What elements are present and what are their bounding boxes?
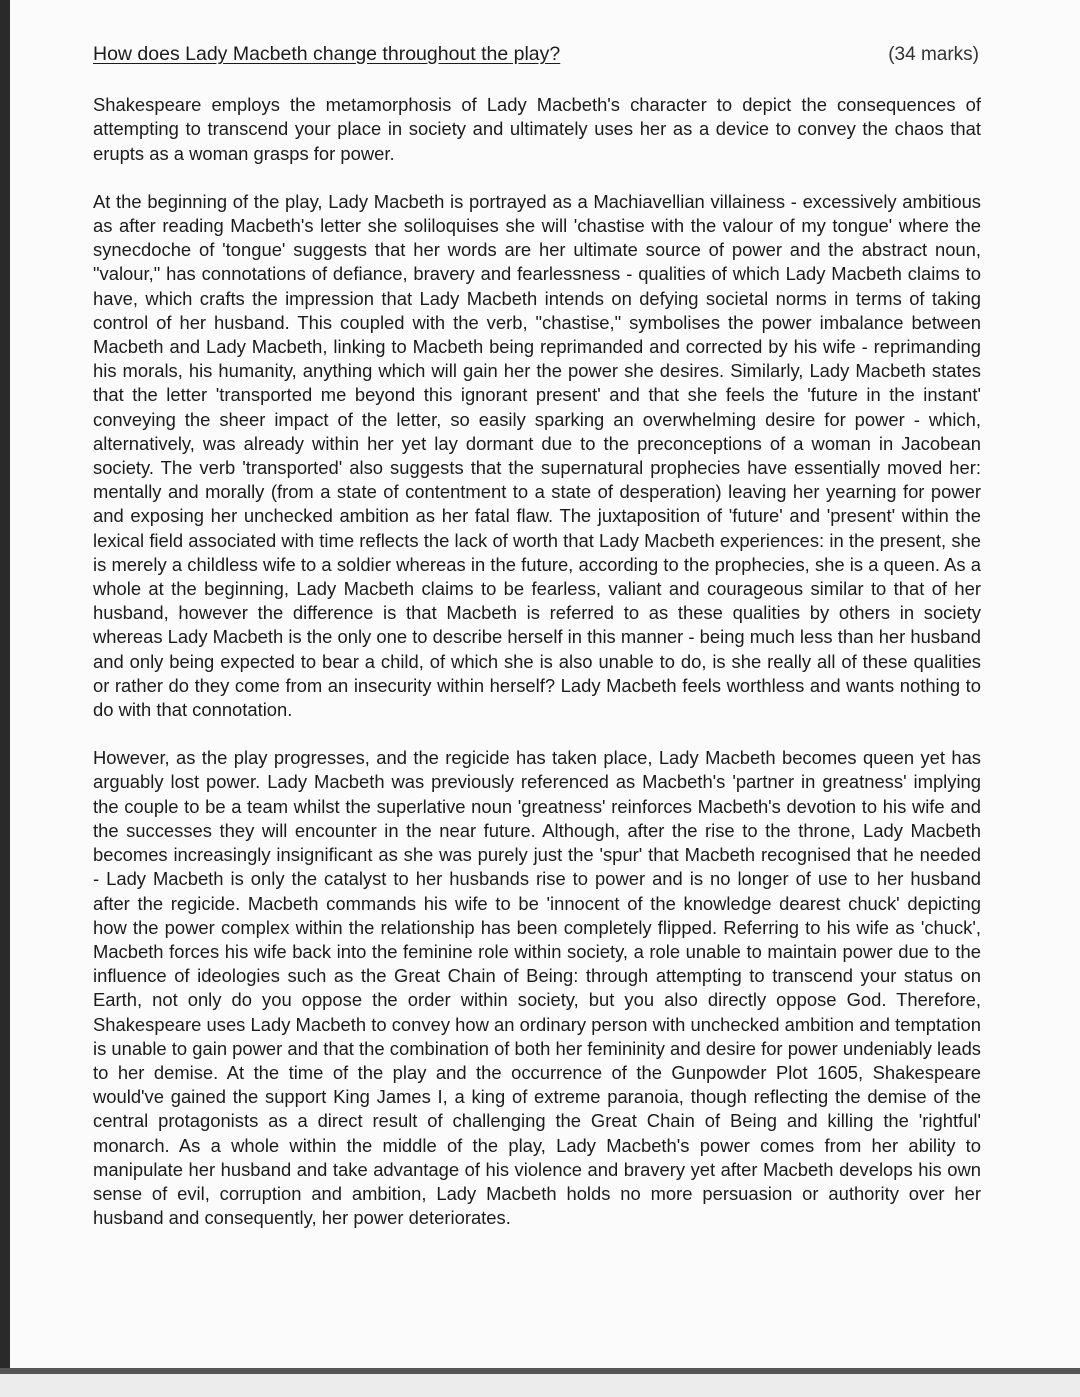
beginning-paragraph: At the beginning of the play, Lady Macbeth is portrayed as a Machiavellian villainess - excessively ambitious as after reading Macbeth's letter she soliloquises she will 'chastise with the valour of my tongue' where the synecdoche of 'tongue' suggests that her words are her ultimate source of power and the abstract noun, "valour," has connotations of defiance, bravery and fearlessness - qualities of which Lady Macbeth claims to have, which crafts the impression that Lady Macbeth intends on defying societal norms in terms of taking control of her husband. This coupled with the verb, "chastise," symbolises the power imbalance between Macbeth and Lady Macbeth, linking to Macbeth being reprimanded and corrected by his wife - reprimanding his morals, his humanity, anything which will gain her the power she desires. Similarly, Lady Macbeth states that the letter 'transported me beyond this ignorant present' and that she feels the 'future in the instant' conveying the sheer impact of the letter, so easily sparking an overwhelming desire for power - which, alternatively, was already within her yet lay dormant due to the preconceptions of a woman in Jacobean society. The verb 'transported' also suggests that the supernatural prophecies have essentially moved her: mentally and morally (from a state of contentment to a state of desperation) leaving her yearning for power and exposing her unchecked ambition as her fatal flaw. The juxtaposition of 'future' and 'present' within the lexical field associated with time reflects the lack of worth that Lady Macbeth experiences: in the present, she is merely a childless wife to a soldier whereas in the future, according to the prophecies, she is a queen. As a whole at the beginning, Lady Macbeth claims to be fearless, valiant and courageous similar to that of her husband, however the difference is that Macbeth is referred to as these qualities by others in society whereas Lady Macbeth is the only one to describe herself in this manner - being much less than her husband and only being expected to bear a child, of which she is also unable to do, is she really all of these qualities or rather do they come from an insecurity within herself? Lady Macbeth feels worthless and wants nothing to do with that connotation. [93,190,981,721]
essay-question: How does Lady Macbeth change throughout the play? [93,43,561,65]
intro-paragraph: Shakespeare employs the metamorphosis of Lady Macbeth's character to depict the consequences of attempting to transcend your place in society and ultimately uses her as a device to convey the chaos that erupts as a woman grasps for power. [93,94,981,164]
middle-paragraph: However, as the play progresses, and the regicide has taken place, Lady Macbeth becomes queen yet has arguably lost power. Lady Macbeth was previously referenced as Macbeth's 'partner in greatness' implying the couple to be a team whilst the superlative noun 'greatness' reinforces Macbeth's devotion to his wife and the successes they will encounter in the near future. Although, after the rise to the throne, Lady Macbeth becomes increasingly insignificant as she was purely just the 'spur' that Macbeth recognised that he needed - Lady Macbeth is only the catalyst to her husbands rise to power and is no longer of use to her husband after the regicide. Macbeth commands his wife to be 'innocent of the knowledge dearest chuck' depicting how the power complex within the relationship has been completely flipped. Referring to his wife as 'chuck', Macbeth forces his wife back into the feminine role within society, a role unable to maintain power due to the influence of ideologies such as the Great Chain of Being: through attempting to transcend your status on Earth, not only do you oppose the order within society, but you also directly oppose God. Therefore, Shakespeare uses Lady Macbeth to convey how an ordinary person with unchecked ambition and temptation is unable to gain power and that the combination of both her femininity and desire for power undeniably leads to her demise. At the time of the play and the occurrence of the Gunpowder Plot 1605, Shakespeare would've gained the support King James I, a king of extreme paranoia, though reflecting the demise of the central protagonists as a direct result of challenging the Great Chain of Being and killing the 'rightful' monarch. As a whole within the middle of the play, Lady Macbeth's power comes from her ability to manipulate her husband and take advantage of his violence and bravery yet after Macbeth develops his own sense of evil, corruption and ambition, Lady Macbeth holds no more persuasion or authority over her husband and consequently, her power deteriorates. [93,747,981,1229]
essay-header [93,42,981,67]
marks-label: (34 marks) [888,44,979,65]
scan-bottom-margin [0,1374,1080,1397]
scan-left-edge [0,0,10,1380]
essay-content [93,42,981,1254]
